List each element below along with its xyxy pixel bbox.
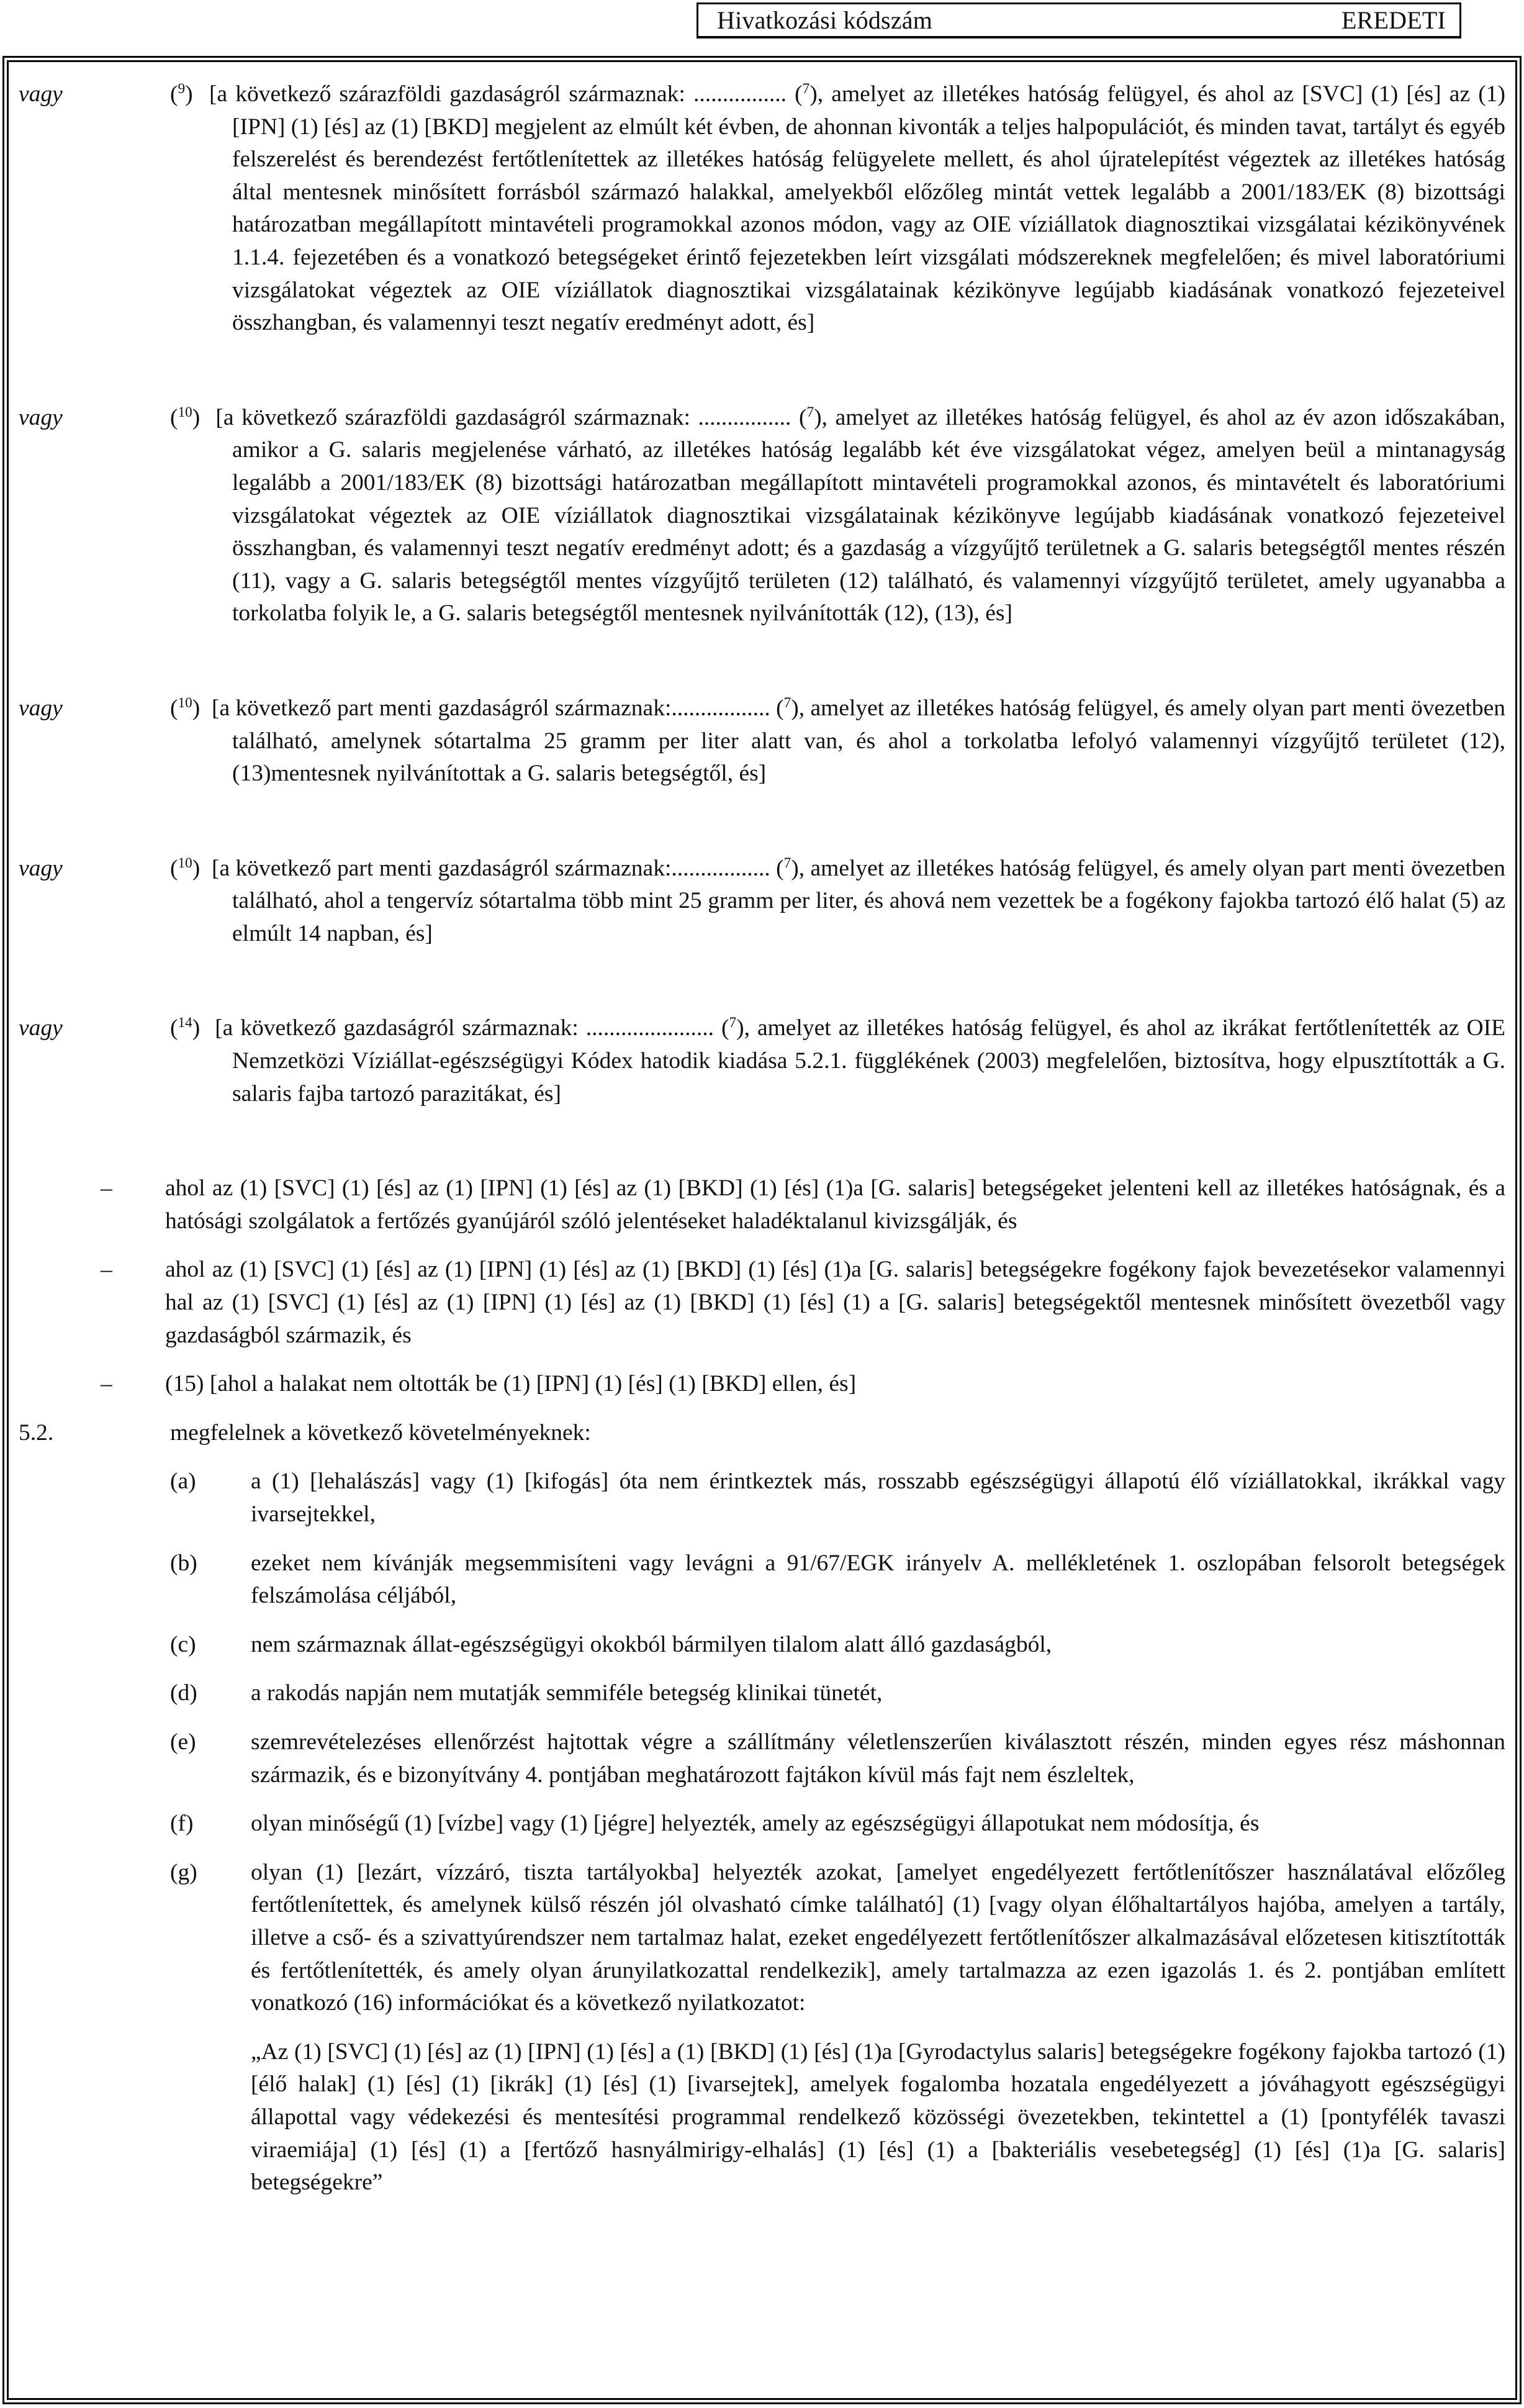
option-pre: [a következő part menti gazdaságról származnak:................. (212, 855, 777, 881)
option-block (19, 853, 1505, 951)
requirement-text: a rakodás napján nem mutatják semmiféle betegség klinikai tünetét, (251, 1680, 883, 1706)
option-block (19, 402, 1505, 630)
reference-header (697, 2, 1461, 38)
original-label: EREDETI (1341, 6, 1446, 34)
dash-bullet: – (101, 1257, 112, 1283)
option-body: ), amelyet az illetékes hatóság felügyel, és amely olyan part menti övezetben található, amelynek sótartalma 25 gramm per liter alatt van, és ahol a torkolatba lefolyó valamennyi vízgyűjtő területet (12), (13)mentesnek nyilvánítottak a G. salaris betegségtől, és] (232, 695, 1505, 787)
requirement-text: olyan minőségű (1) [vízbe] vagy (1) [jégre] helyezték, amely az egészségügyi állapotukat nem módosítja, és (251, 1811, 1260, 1837)
option-lead: vagy (19, 404, 63, 430)
requirement-item (170, 1677, 1505, 1710)
condition-text: ahol az (1) [SVC] (1) [és] az (1) [IPN] (1) [és] az (1) [BKD] (1) [és] (1)a [G. salaris] betegségeket jelenteni kell az illetékes hatóságnak, és a hatósági szolgálatok a fertőzés gyanújáról szóló jelentéseket haladéktalanul kivizsgálják, és (165, 1175, 1505, 1234)
requirement-label: (e) (170, 1729, 196, 1755)
requirement-text: szemrevételezéses ellenőrzést hajtottak végre a szállítmány véletlenszerűen kiválasztott részén, minden egyes rész máshonnan származik, és e bizonyítvány 4. pontjában meghatározott fajtákon kívül más fajt nem észleltek, (251, 1729, 1505, 1788)
condition-text: (15) [ahol a halakat nem oltották be (1) [IPN] (1) [és] (1) [BKD] ellen, és] (165, 1371, 857, 1397)
option-block (19, 78, 1505, 340)
option-pre: [a következő szárazföldi gazdaságról származnak: ................ (215, 404, 800, 430)
option-pre: [a következő szárazföldi gazdaságról származnak: ................ (209, 81, 795, 107)
section-5-2-heading (19, 1417, 1505, 1450)
footnote-marker: 9 (178, 81, 186, 97)
requirement-text: a (1) [lehalászás] vagy (1) [kifogás] óta nem érintkeztek más, rosszabb egészségügyi állapotú élő víziállatokkal, ikrákkal vagy ivarsejtekkel, (251, 1469, 1505, 1527)
requirements-list (19, 1465, 1505, 2019)
requirement-label: (b) (170, 1550, 197, 1576)
footnote-marker: 10 (178, 404, 192, 420)
footnote-marker: 10 (178, 854, 192, 871)
requirement-item (170, 1857, 1505, 2020)
option-lead: vagy (19, 81, 63, 107)
condition-list (19, 1172, 1505, 1401)
option-body: ), amelyet az illetékes hatóság felügyel, és amely olyan part menti övezetben található, ahol a tengervíz sótartalma több mint 25 gramm per liter, és ahová nem vezettek be a fogékony fajokba tartozó élő halat (5) az elmúlt 14 napban, és] (232, 855, 1505, 946)
section-number: 5.2. (19, 1419, 54, 1446)
option-body: ), amelyet az illetékes hatóság felügyel, és ahol az [SVC] (1) [és] az (1) [IPN] (1) [és] az (1) [BKD] megjelent az elmúlt két évben, de ahonnan kivonták a teljes halpopulációt, és minden tavat, tartályt és egyéb felszerelést és berendezést fertőtlenítettek az illetékes hatóság felügyelete mellett, és ahol újratelepítést végeztek az illetékes hatóság által mentesnek minősített forrásból származó halakkal, amelyekből előzőleg mintát vettek legalább a 2001/183/EK (8) bizottsági határozatban megállapított mintavételi programokkal azonos módon, vagy az OIE víziállatok diagnosztikai vizsgálatai kézikönyvének 1.1.4. fejezetében és a vonatkozó betegségeket érintő fejezetekben leírt vizsgálati módszereknek megfelelően; és mivel laboratóriumi vizsgálatokat végeztek az OIE víziállatok diagnosztikai vizsgálatainak kézikönyve legújabb kiadásának vonatkozó fejezeteivel összhangban, és valamennyi teszt negatív eredményt adott, és] (232, 81, 1505, 336)
requirement-item (170, 1726, 1505, 1791)
option-body: ), amelyet az illetékes hatóság felügyel, és ahol az év azon időszakában, amikor a G. salaris megjelenése várható, az illetékes hatóság legalább két éve vizsgálatokat végez, amelyen beül a mintanagyság legalább a 2001/183/EK (8) bizottsági határozatban megállapított mintavételi programokkal azonos, és mintavételt és laboratóriumi vizsgálatokat végeztek az OIE víziállatok diagnosztikai vizsgálatainak kézikönyve legújabb kiadásának vonatkozó fejezeteivel összhangban, és valamennyi teszt negatív eredményt adott; és a gazdaság a vízgyűjtő területnek a G. salaris betegségtől mentes részén (11), vagy a G. salaris betegségtől mentes vízgyűjtő területen (12) található, és valamennyi vízgyűjtő területet, amely ugyanabba a torkolatba folyik le, a G. salaris betegségtől mentesnek nyilvánították (12), (13), és] (232, 404, 1505, 627)
option-text: ($^{10}$) [a következő szárazföldi gazdaságról származnak: ................ ($^7$), amelyet az illetékes hatóság felügyel, és ahol az év azon időszakában, amikor a G. salaris megjelenése várható, az illetékes hatóság legalább két éve vizsgálatokat végez, amelyen beül a mintanagyság legalább a 2001/183/EK (8) bizottsági határozatban megállapított mintavételi programokkal azonos, és mintavételt és laboratóriumi vizsgálatokat végeztek az OIE víziállatok diagnosztikai vizsgálatainak kézikönyve legújabb kiadásának vonatkozó fejezeteivel összhangban, és valamennyi teszt negatív eredményt adott; és a gazdaság a vízgyűjtő területnek a G. salaris betegségtől mentes részén (11), vagy a G. salaris betegségtől mentes vízgyűjtő területen (12) található, és valamennyi vízgyűjtő területet, amely ugyanabba a torkolatba folyik le, a G. salaris betegségtől mentesnek nyilvánították (12), (13), és] (170, 404, 1505, 627)
option-text: ($^{10}$) [a következő part menti gazdaságról származnak:................. ($^7$), amelyet az illetékes hatóság felügyel, és amely olyan part menti övezetben található, amelynek sótartalma 25 gramm per liter alatt van, és ahol a torkolatba lefolyó valamennyi vízgyűjtő területet (12), (13)mentesnek nyilvánítottak a G. salaris betegségtől, és] (170, 695, 1505, 787)
requirement-label: (g) (170, 1859, 197, 1885)
requirement-label: (a) (170, 1469, 196, 1495)
option-block (19, 1012, 1505, 1110)
document-content (19, 78, 1505, 2199)
footnote-marker: 7 (802, 81, 810, 97)
footnote-marker: 7 (783, 854, 791, 871)
dash-bullet: – (101, 1371, 112, 1397)
option-text: ($^{14}$) [a következő gazdaságról származnak: ...................... ($^7$), amelyet az illetékes hatóság felügyel, és ahol az ikrákat fertőtlenítették az OIE Nemzetközi Víziállat-egészségügyi Kódex hatodik kiadása 5.2.1. függlékének (2003) megfelelően, biztosítva, hogy elpusztították a G. salaris fajba tartozó parazitákat, és] (170, 1015, 1505, 1107)
option-pre: [a következő part menti gazdaságról származnak:................. (212, 695, 777, 721)
requirement-label: (f) (170, 1811, 194, 1837)
option-lead: vagy (19, 855, 63, 881)
requirement-item (170, 1808, 1505, 1840)
dash-bullet: – (101, 1175, 112, 1202)
footnote-marker: 7 (806, 404, 814, 420)
section-title: megfelelnek a következő követelményeknek: (170, 1419, 591, 1446)
option-pre: [a következő gazdaságról származnak: ...................... (215, 1015, 721, 1041)
option-text: ($^{10}$) [a következő part menti gazdaságról származnak:................. ($^7$), amelyet az illetékes hatóság felügyel, és amely olyan part menti övezetben található, ahol a tengervíz sótartalma több mint 25 gramm per liter, és ahová nem vezettek be a fogékony fajokba tartozó élő halat (5) az elmúlt 14 napban, és] (170, 854, 1505, 946)
footnote-marker: 10 (178, 695, 192, 712)
requirement-text: olyan (1) [lezárt, vízzáró, tiszta tartályokba] helyezték azokat, [amelyet engedélyezett fertőtlenítőszer használatával előzőleg fertőtlenítettek, és amelynek külső részén jól olvasható címke található] (1) [vagy olyan élőhaltartályos hajóba, amelyen a tartály, illetve a cső- és a szivattyúrendszer nem tartalmaz halat, ezeket engedélyezett fertőtlenítőszer alkalmazásával előzetesen kitisztították és fertőtlenítették, és amely olyan árunyilatkozattal rendelkezik], amely tartalmazza az ezen igazolás 1. és 2. pontjában említett vonatkozó (16) információkat és a következő nyilatkozatot: (251, 1859, 1505, 2016)
option-text: ($^9$) [a következő szárazföldi gazdaságról származnak: ................ ($^7$), amelyet az illetékes hatóság felügyel, és ahol az [SVC] (1) [és] az (1) [IPN] (1) [és] az (1) [BKD] megjelent az elmúlt két évben, de ahonnan kivonták a teljes halpopulációt, és minden tavat, tartályt és egyéb felszerelést és berendezést fertőtlenítettek az illetékes hatóság felügyelete mellett, és ahol újratelepítést végeztek az illetékes hatóság által mentesnek minősített forrásból származó halakkal, amelyekből előzőleg mintát vettek legalább a 2001/183/EK (8) bizottsági határozatban megállapított mintavételi programokkal azonos módon, vagy az OIE víziállatok diagnosztikai vizsgálatai kézikönyvének 1.1.4. fejezetében és a vonatkozó betegségeket érintő fejezetekben leírt vizsgálati módszereknek megfelelően; és mivel laboratóriumi vizsgálatokat végeztek az OIE víziállatok diagnosztikai vizsgálatainak kézikönyve legújabb kiadásának vonatkozó fejezeteivel összhangban, és valamennyi teszt negatív eredményt adott, és] (170, 81, 1505, 336)
option-block (19, 692, 1505, 790)
condition-item (101, 1172, 1505, 1238)
condition-item (101, 1368, 1505, 1401)
requirement-label: (c) (170, 1631, 196, 1657)
option-lead: vagy (19, 695, 63, 721)
requirement-item (170, 1547, 1505, 1613)
option-lead: vagy (19, 1015, 63, 1041)
condition-text: ahol az (1) [SVC] (1) [és] az (1) [IPN] (1) [és] az (1) [BKD] (1) [és] (1)a [G. salaris] betegségekre fogékony fajok bevezetésekor valamennyi hal az (1) [SVC] (1) [és] az (1) [IPN] (1) [és] az (1) [BKD] (1) [és] (1) a [G. salaris] betegségektől mentesnek minősített övezetből vagy gazdaságból származik, és (165, 1257, 1505, 1348)
reference-code-label: Hivatkozási kódszám (717, 6, 933, 34)
footnote-marker: 14 (178, 1015, 192, 1031)
requirement-text: ezeket nem kívánják megsemmisíteni vagy levágni a 91/67/EGK irányelv A. mellékletének 1. oszlopában felsorolt betegségek felszámolása céljából, (251, 1550, 1505, 1609)
option-body: ), amelyet az illetékes hatóság felügyel, és ahol az ikrákat fertőtlenítették az OIE Nemzetközi Víziállat-egészségügyi Kódex hatodik kiadása 5.2.1. függlékének (2003) megfelelően, biztosítva, hogy elpusztították a G. salaris fajba tartozó parazitákat, és] (232, 1015, 1505, 1107)
footnote-marker: 7 (729, 1015, 737, 1031)
requirement-label: (d) (170, 1680, 197, 1706)
declaration-quote: „Az (1) [SVC] (1) [és] az (1) [IPN] (1) [és] a (1) [BKD] (1) [és] (1)a [Gyrodactylus salaris] betegségekre fogékony fajokba tartozó (1) [élő halak] (1) [és] (1) [ikrák] (1) [és] (1) [ivarsejtek], amelyek fogalomba hozatala engedélyezett a jóváhagyott egészségügyi állapottal vagy védekezési és mentesítési programmal rendelkező közösségi övezetekben, tekintettel a (1) [pontyfélék tavaszi viraemiája] (1) [és] (1) a [fertőző hasnyálmirigy-elhalás] (1) [és] (1) a [bakteriális vesebetegség] (1) [és] (1)a [G. salaris] betegségekre” (251, 2039, 1505, 2196)
requirement-item (170, 1629, 1505, 1662)
footnote-marker: 7 (783, 695, 791, 712)
requirement-text: nem származnak állat-egészségügyi okokból bármilyen tilalom alatt álló gazdaságból, (251, 1631, 1052, 1657)
requirement-item (170, 1465, 1505, 1531)
condition-item (101, 1254, 1505, 1352)
